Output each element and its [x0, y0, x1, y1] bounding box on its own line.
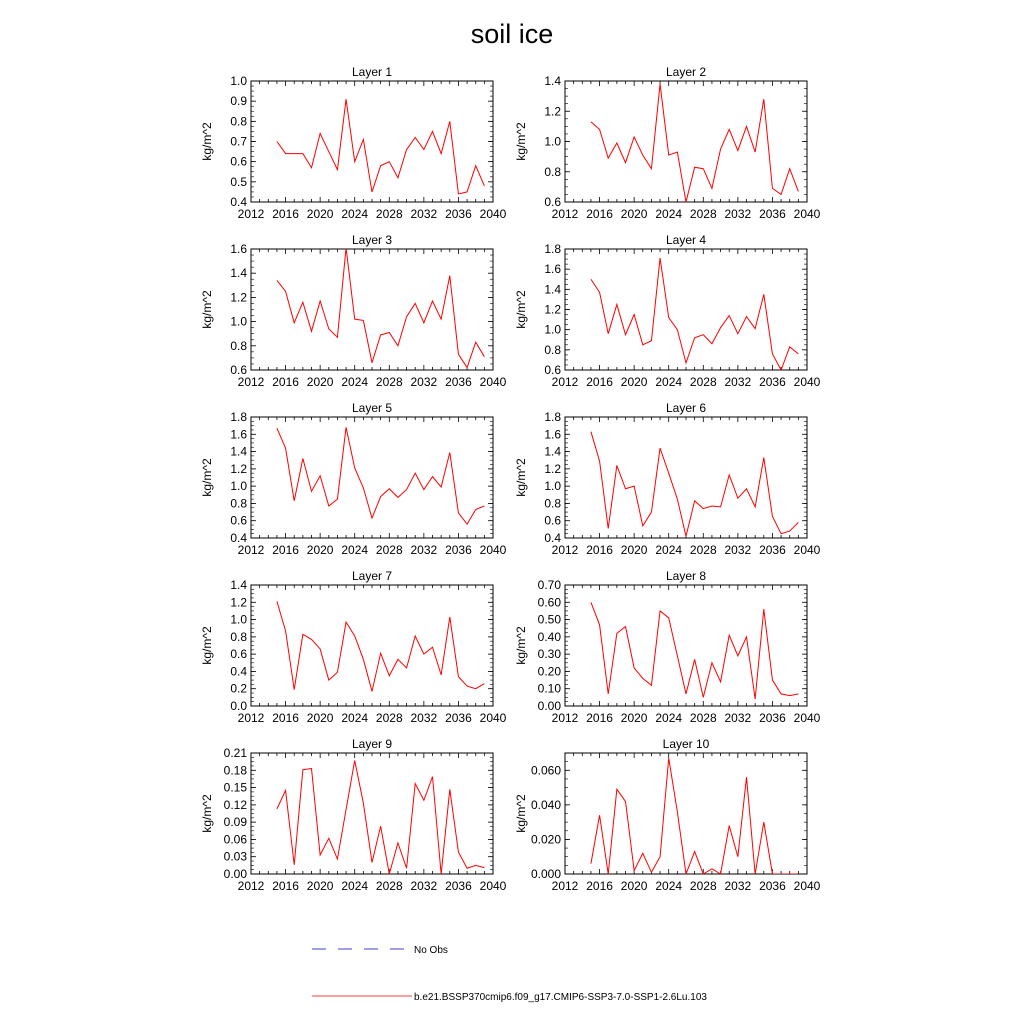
panel-title: Layer 2	[665, 65, 707, 79]
x-tick-label: 2020	[620, 207, 648, 221]
series-line-model	[591, 84, 798, 202]
y-axis-label: kg/m^2	[514, 626, 528, 665]
y-tick-label: 1.0	[230, 612, 247, 627]
x-tick-label: 2024	[655, 207, 683, 221]
x-tick-label: 2032	[410, 543, 438, 557]
x-tick-label: 2016	[272, 879, 299, 893]
series-line-model	[277, 760, 484, 874]
x-tick-label: 2020	[620, 879, 648, 893]
panel-layer-4	[514, 233, 821, 389]
y-axis-label: kg/m^2	[200, 626, 214, 665]
y-tick-label: 0.8	[230, 114, 247, 129]
y-tick-label: 0.9	[230, 94, 247, 109]
y-tick-label: 0.8	[230, 338, 247, 353]
x-tick-label: 2028	[375, 207, 403, 221]
x-tick-label: 2036	[445, 543, 472, 557]
y-tick-label: 1.8	[544, 242, 561, 256]
x-tick-label: 2024	[655, 711, 683, 725]
y-tick-label: 0.00	[223, 867, 247, 881]
y-tick-label: 0.20	[537, 664, 561, 679]
x-tick-label: 2040	[479, 711, 507, 725]
y-tick-label: 1.8	[230, 410, 247, 424]
y-tick-label: 0.020	[530, 832, 561, 847]
x-tick-label: 2016	[586, 711, 613, 725]
y-tick-label: 1.6	[230, 242, 247, 256]
x-tick-label: 2016	[586, 879, 613, 893]
y-tick-label: 0.6	[544, 363, 561, 377]
plot-frame	[565, 585, 807, 706]
x-tick-label: 2012	[551, 711, 579, 725]
x-tick-label: 2036	[445, 375, 472, 389]
x-tick-label: 2032	[410, 711, 438, 725]
y-tick-label: 1.4	[544, 74, 561, 88]
panel-layer-5	[200, 401, 507, 557]
y-tick-label: 0.4	[544, 531, 561, 545]
x-tick-label: 2020	[306, 375, 334, 389]
x-tick-label: 2012	[237, 207, 265, 221]
y-tick-label: 0.12	[223, 797, 247, 812]
y-tick-label: 0.8	[230, 496, 247, 511]
panel-title: Layer 8	[665, 569, 707, 583]
y-tick-label: 0.7	[230, 134, 247, 149]
x-tick-label: 2024	[655, 375, 683, 389]
y-tick-label: 1.0	[544, 134, 561, 149]
y-tick-label: 1.4	[230, 266, 247, 281]
panel-layer-1	[200, 65, 507, 221]
x-tick-label: 2028	[375, 711, 403, 725]
y-tick-label: 0.8	[544, 496, 561, 511]
x-tick-label: 2024	[341, 375, 369, 389]
x-tick-label: 2036	[759, 711, 786, 725]
panel-title: Layer 4	[665, 233, 707, 247]
y-tick-label: 0.00	[537, 699, 561, 713]
series-line-model	[591, 432, 798, 537]
y-tick-label: 1.4	[544, 444, 561, 459]
y-tick-label: 0.060	[530, 763, 561, 778]
y-tick-label: 0.70	[537, 578, 561, 592]
y-axis-label: kg/m^2	[200, 122, 214, 161]
x-tick-label: 2020	[306, 879, 334, 893]
y-tick-label: 1.2	[544, 461, 561, 476]
x-tick-label: 2036	[445, 879, 472, 893]
x-tick-label: 2016	[586, 375, 613, 389]
y-tick-label: 0.4	[230, 664, 247, 679]
y-tick-label: 0.06	[223, 832, 247, 847]
x-tick-label: 2016	[272, 543, 299, 557]
x-tick-label: 2020	[620, 711, 648, 725]
x-tick-label: 2020	[620, 375, 648, 389]
x-tick-label: 2036	[759, 207, 786, 221]
y-tick-label: 1.4	[230, 578, 247, 592]
plot-frame	[565, 81, 807, 202]
y-axis-label: kg/m^2	[200, 290, 214, 329]
x-tick-label: 2040	[479, 879, 507, 893]
y-axis-label: kg/m^2	[200, 458, 214, 497]
x-tick-label: 2032	[724, 543, 752, 557]
y-tick-label: 1.0	[544, 322, 561, 337]
y-tick-label: 0.30	[537, 647, 561, 662]
x-tick-label: 2016	[272, 207, 299, 221]
legend-obs-label: No Obs	[414, 945, 448, 956]
x-tick-label: 2024	[341, 711, 369, 725]
panel-layer-8	[514, 569, 821, 725]
y-tick-label: 0.0	[230, 699, 247, 713]
x-tick-label: 2024	[341, 207, 369, 221]
x-tick-label: 2028	[375, 543, 403, 557]
y-tick-label: 1.6	[544, 427, 561, 442]
panel-title: Layer 1	[351, 65, 393, 79]
panel-title: Layer 6	[665, 401, 707, 415]
x-tick-label: 2028	[689, 543, 717, 557]
x-tick-label: 2024	[655, 543, 683, 557]
y-tick-label: 0.6	[544, 513, 561, 528]
x-tick-label: 2024	[655, 879, 683, 893]
y-tick-label: 0.50	[537, 612, 561, 627]
y-axis-label: kg/m^2	[514, 122, 528, 161]
y-tick-label: 0.21	[223, 746, 247, 760]
panel-layer-9	[200, 737, 507, 893]
x-tick-label: 2032	[410, 879, 438, 893]
x-tick-label: 2028	[689, 711, 717, 725]
y-tick-label: 1.6	[544, 262, 561, 277]
x-tick-label: 2032	[410, 207, 438, 221]
y-tick-label: 1.2	[544, 302, 561, 317]
y-tick-label: 0.09	[223, 815, 247, 830]
series-line-model	[277, 601, 484, 691]
x-tick-label: 2020	[306, 711, 334, 725]
x-tick-label: 2012	[551, 207, 579, 221]
panel-layer-10	[514, 737, 821, 893]
x-tick-label: 2012	[237, 879, 265, 893]
y-tick-label: 0.8	[230, 629, 247, 644]
y-tick-label: 0.4	[230, 195, 247, 209]
x-tick-label: 2032	[410, 375, 438, 389]
y-tick-label: 0.10	[537, 681, 561, 696]
y-tick-label: 1.2	[544, 104, 561, 119]
y-tick-label: 0.5	[230, 174, 247, 189]
panel-title: Layer 7	[351, 569, 393, 583]
series-line-model	[591, 258, 798, 370]
y-tick-label: 1.0	[230, 314, 247, 329]
main-title: soil ice	[470, 19, 554, 49]
x-tick-label: 2040	[793, 207, 821, 221]
x-tick-label: 2012	[237, 543, 265, 557]
y-axis-label: kg/m^2	[514, 290, 528, 329]
x-tick-label: 2032	[724, 375, 752, 389]
series-line-model	[277, 427, 484, 524]
x-tick-label: 2032	[724, 711, 752, 725]
y-tick-label: 0.40	[537, 629, 561, 644]
x-tick-label: 2036	[759, 879, 786, 893]
x-tick-label: 2028	[689, 207, 717, 221]
x-tick-label: 2012	[551, 879, 579, 893]
x-tick-label: 2012	[551, 543, 579, 557]
plot-frame	[251, 417, 493, 538]
x-tick-label: 2016	[272, 711, 299, 725]
x-tick-label: 2040	[793, 543, 821, 557]
y-tick-label: 1.4	[544, 282, 561, 297]
y-tick-label: 1.4	[230, 444, 247, 459]
x-tick-label: 2040	[793, 711, 821, 725]
y-tick-label: 1.2	[230, 595, 247, 610]
series-line-model	[591, 602, 798, 699]
series-line-model	[277, 248, 484, 368]
panel-layer-7	[200, 569, 507, 725]
plot-frame	[251, 81, 493, 202]
y-tick-label: 0.03	[223, 849, 247, 864]
panels-grid	[200, 65, 821, 893]
x-tick-label: 2028	[375, 879, 403, 893]
panel-layer-6	[514, 401, 821, 557]
x-tick-label: 2028	[375, 375, 403, 389]
x-tick-label: 2016	[586, 543, 613, 557]
y-axis-label: kg/m^2	[514, 458, 528, 497]
x-tick-label: 2016	[586, 207, 613, 221]
y-tick-label: 0.040	[530, 797, 561, 812]
panel-layer-3	[200, 233, 507, 389]
y-tick-label: 0.6	[230, 363, 247, 377]
y-axis-label: kg/m^2	[200, 794, 214, 833]
y-axis-label: kg/m^2	[514, 794, 528, 833]
x-tick-label: 2040	[479, 207, 507, 221]
y-tick-label: 0.8	[544, 164, 561, 179]
x-tick-label: 2036	[445, 711, 472, 725]
x-tick-label: 2012	[237, 711, 265, 725]
x-tick-label: 2032	[724, 879, 752, 893]
x-tick-label: 2028	[689, 879, 717, 893]
y-tick-label: 0.15	[223, 780, 247, 795]
y-tick-label: 0.18	[223, 763, 247, 778]
x-tick-label: 2020	[306, 207, 334, 221]
y-tick-label: 0.6	[230, 154, 247, 169]
x-tick-label: 2016	[272, 375, 299, 389]
y-tick-label: 0.6	[544, 195, 561, 209]
x-tick-label: 2036	[759, 543, 786, 557]
series-line-model	[591, 758, 798, 874]
panel-title: Layer 10	[662, 737, 710, 751]
x-tick-label: 2040	[479, 543, 507, 557]
x-tick-label: 2024	[341, 543, 369, 557]
panel-title: Layer 3	[351, 233, 393, 247]
plot-frame	[251, 753, 493, 874]
plot-frame	[565, 249, 807, 370]
y-tick-label: 1.0	[230, 479, 247, 494]
y-tick-label: 0.2	[230, 681, 247, 696]
series-line-model	[277, 99, 484, 194]
y-tick-label: 1.2	[230, 290, 247, 305]
plot-frame	[251, 249, 493, 370]
x-tick-label: 2012	[551, 375, 579, 389]
y-tick-label: 0.8	[544, 342, 561, 357]
x-tick-label: 2032	[724, 207, 752, 221]
plot-frame	[565, 753, 807, 874]
x-tick-label: 2020	[620, 543, 648, 557]
x-tick-label: 2012	[237, 375, 265, 389]
x-tick-label: 2036	[759, 375, 786, 389]
y-tick-label: 0.6	[230, 647, 247, 662]
y-tick-label: 0.4	[230, 531, 247, 545]
x-tick-label: 2040	[793, 879, 821, 893]
y-tick-label: 1.2	[230, 461, 247, 476]
x-tick-label: 2040	[793, 375, 821, 389]
y-tick-label: 0.60	[537, 595, 561, 610]
panel-layer-2	[514, 65, 821, 221]
x-tick-label: 2028	[689, 375, 717, 389]
x-tick-label: 2024	[341, 879, 369, 893]
y-tick-label: 0.6	[230, 513, 247, 528]
y-tick-label: 1.0	[544, 479, 561, 494]
y-tick-label: 1.6	[230, 427, 247, 442]
panel-title: Layer 9	[351, 737, 393, 751]
x-tick-label: 2040	[479, 375, 507, 389]
panel-title: Layer 5	[351, 401, 393, 415]
y-tick-label: 1.8	[544, 410, 561, 424]
x-tick-label: 2020	[306, 543, 334, 557]
legend-model-label: b.e21.BSSP370cmip6.f09_g17.CMIP6-SSP3-7.0-SSP1-2.6Lu.103	[414, 992, 707, 1003]
y-tick-label: 1.0	[230, 74, 247, 88]
x-tick-label: 2036	[445, 207, 472, 221]
y-tick-label: 0.000	[530, 867, 561, 881]
legend	[312, 945, 707, 1003]
